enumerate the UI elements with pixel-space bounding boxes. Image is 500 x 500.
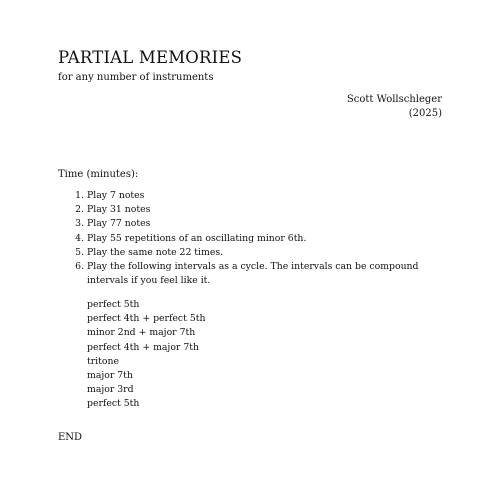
- instruction-item: 6. Play the following intervals as a cycle. The intervals can be compound intervals if you feel like it.: [87, 260, 447, 288]
- piece-title: PARTIAL MEMORIES: [58, 48, 243, 67]
- interval-item: major 3rd: [87, 384, 134, 396]
- instruction-item: 1. Play 7 notes: [87, 189, 447, 203]
- interval-item: minor 2nd + major 7th: [87, 327, 196, 339]
- interval-item: perfect 4th + major 7th: [87, 341, 199, 353]
- interval-item: major 7th: [87, 370, 133, 382]
- end-marker: END: [58, 432, 83, 443]
- instruction-item: 5. Play the same note 22 times.: [87, 246, 447, 260]
- instruction-item: 2. Play 31 notes: [87, 203, 447, 217]
- interval-item: perfect 5th: [87, 398, 140, 410]
- composer-name: Scott Wollschleger: [346, 94, 442, 105]
- time-label: Time (minutes):: [58, 169, 139, 180]
- instrumentation-subtitle: for any number of instruments: [58, 72, 214, 83]
- interval-item: tritone: [87, 355, 119, 367]
- instruction-list: [58, 189, 447, 288]
- instruction-item: 4. Play 55 repetitions of an oscillating minor 6th.: [87, 232, 447, 246]
- interval-item: perfect 4th + perfect 5th: [87, 313, 206, 325]
- interval-item: perfect 5th: [87, 299, 140, 310]
- composition-year: (2025): [408, 108, 442, 119]
- composer-block: [347, 93, 442, 121]
- instruction-item: 3. Play 77 notes: [87, 217, 447, 231]
- interval-cycle-list: [87, 298, 205, 412]
